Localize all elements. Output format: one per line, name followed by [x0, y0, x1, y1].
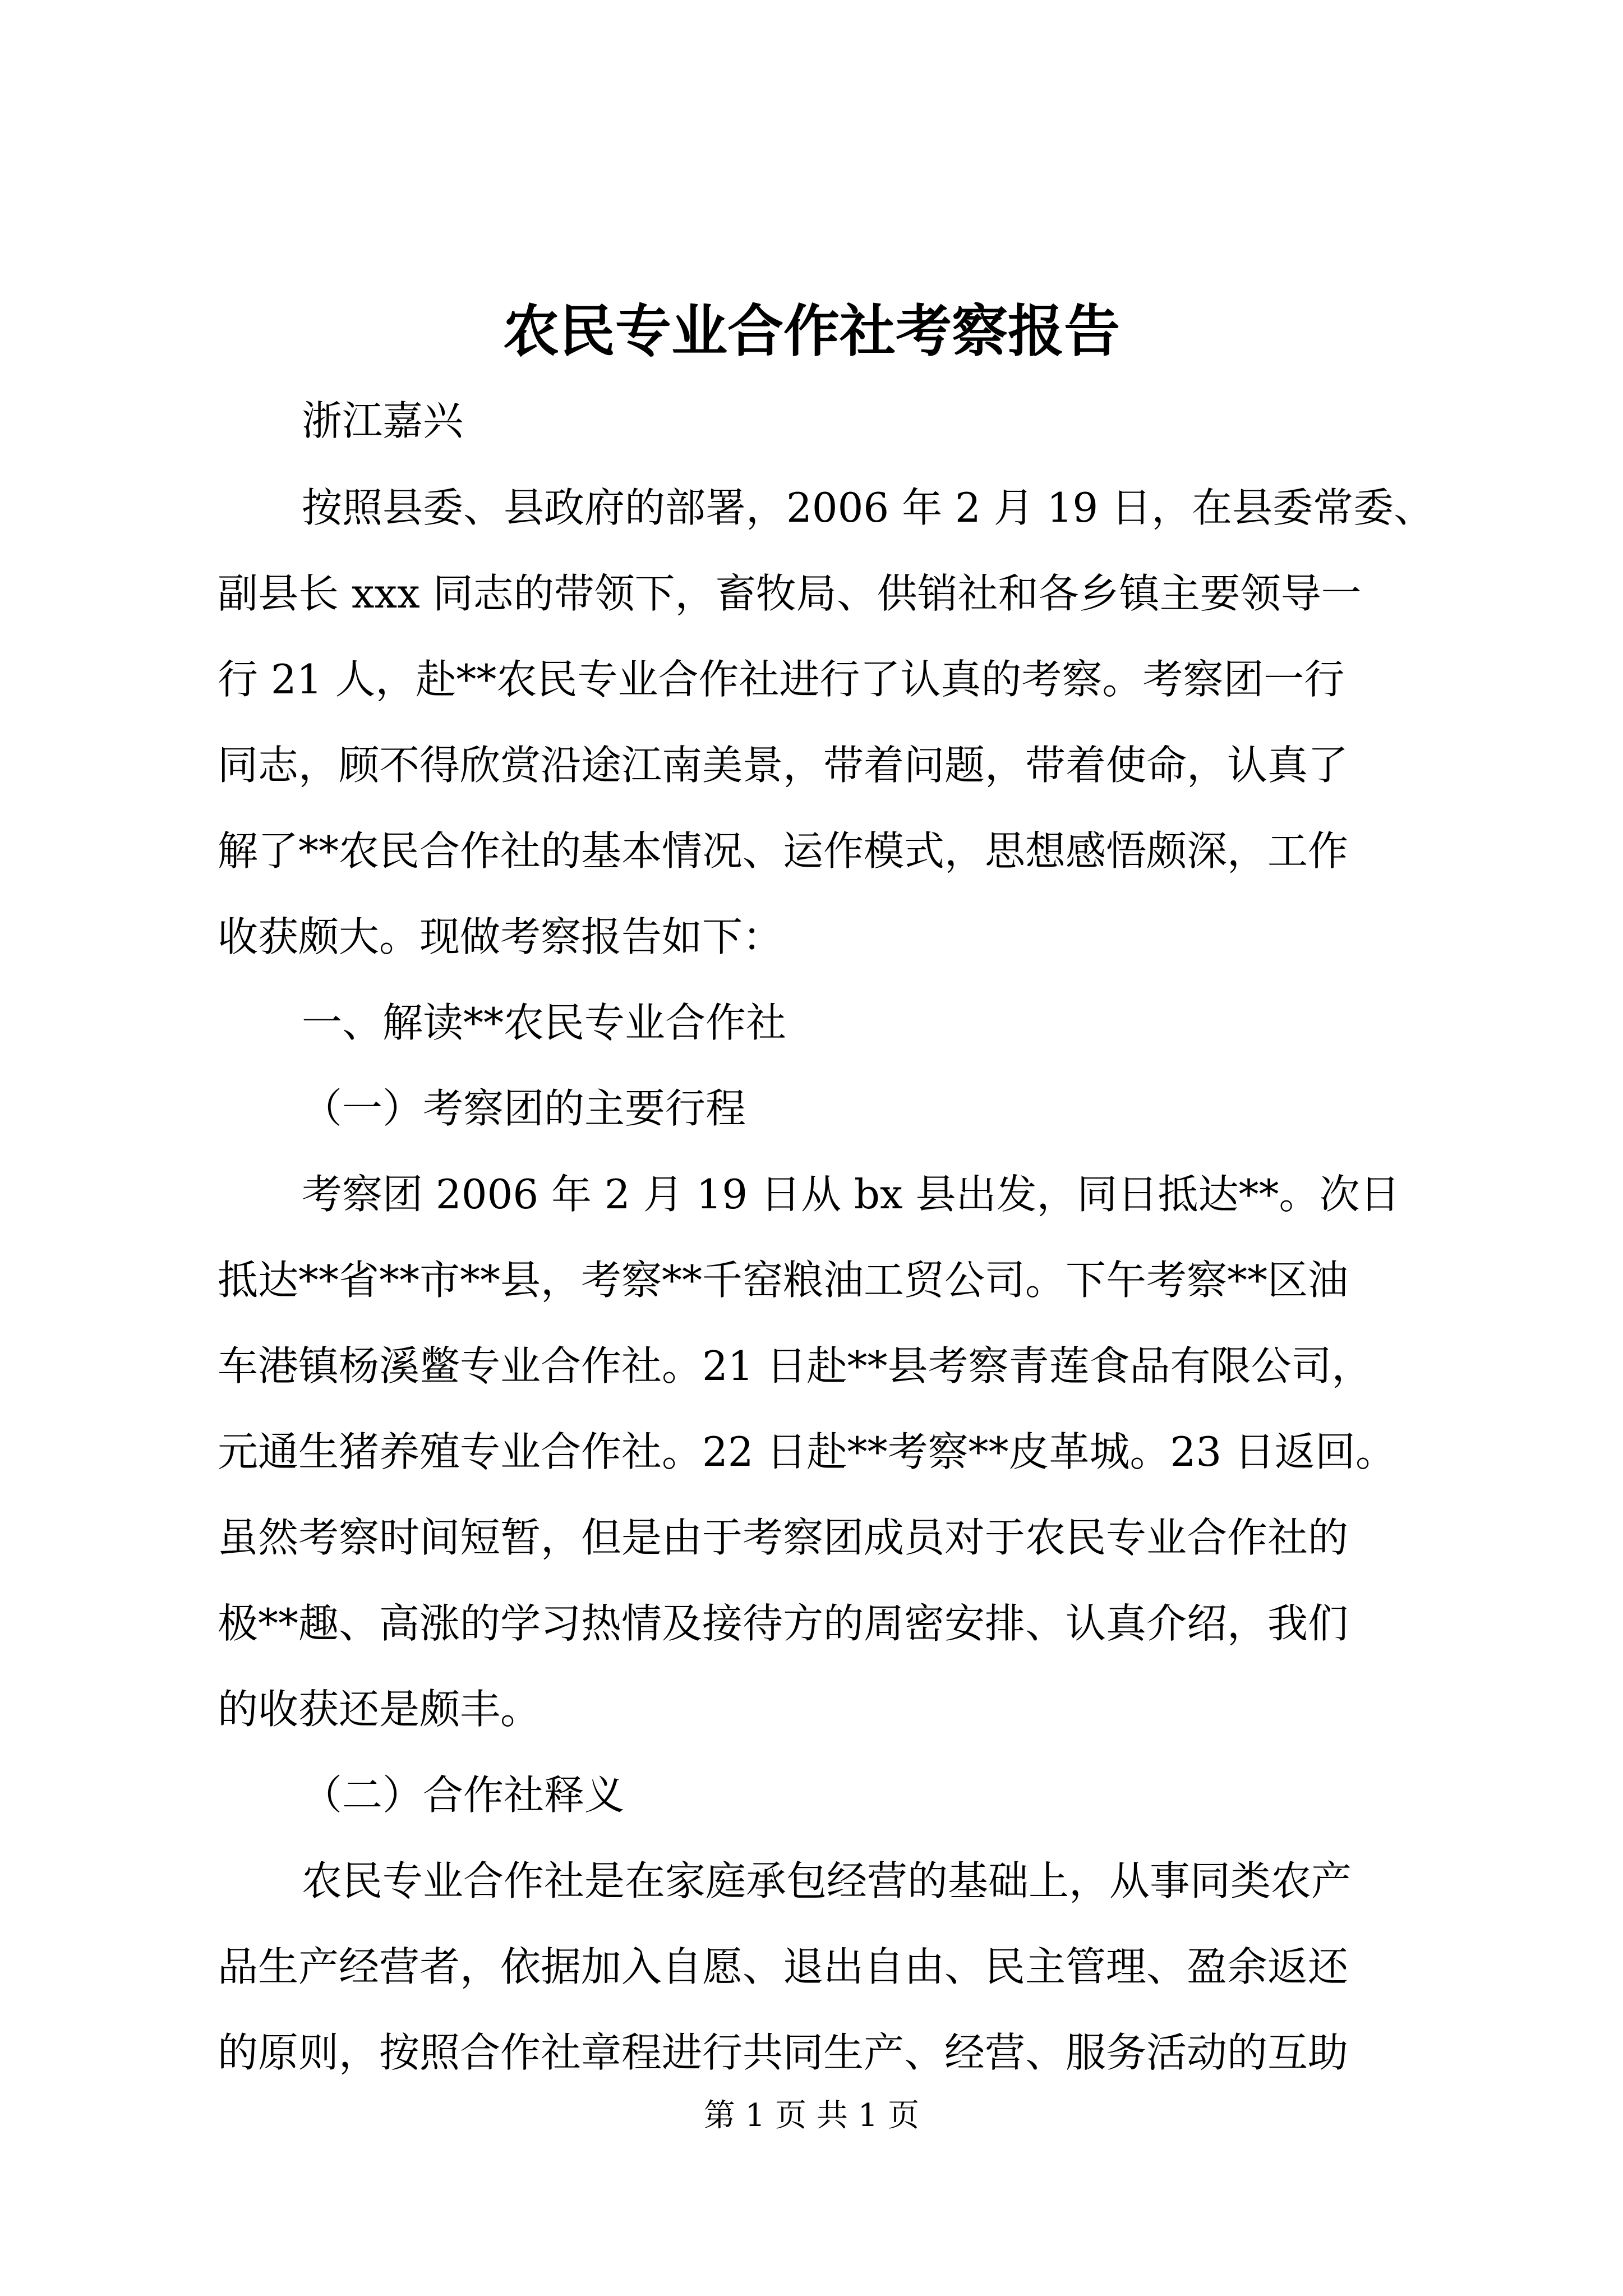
paragraph-line: 车港镇杨溪鳖专业合作社。21 日赴**县考察青莲食品有限公司， [218, 1342, 1372, 1389]
paragraph-line: 按照县委、县政府的部署，2006 年 2 月 19 日，在县委常委、 [302, 484, 1435, 531]
paragraph-line: 副县长 xxx 同志的带领下，畜牧局、供销社和各乡镇主要领导一 [218, 570, 1362, 617]
paragraph-line: 收获颇大。现做考察报告如下： [218, 913, 783, 960]
paragraph-line: 抵达**省**市**县，考察**千窑粮油工贸公司。下午考察**区油 [218, 1257, 1349, 1304]
paragraph-line: 解了**农民合作社的基本情况、运作模式，思想感悟颇深，工作 [218, 827, 1349, 875]
paragraph-line: 考察团 2006 年 2 月 19 日从 bx 县出发，同日抵达**。次日 [302, 1171, 1400, 1218]
paragraph-line: 的收获还是颇丰。 [218, 1686, 541, 1733]
paragraph-line: 同志，顾不得欣赏沿途江南美景，带着问题，带着使命，认真了 [218, 742, 1349, 789]
section-heading: 一、解读**农民专业合作社 [302, 999, 787, 1046]
paragraph-line: 元通生猪养殖专业合作社。22 日赴**考察**皮革城。23 日返回。 [218, 1428, 1396, 1475]
page-footer: 第 1 页 共 1 页 [703, 2097, 920, 2134]
location-line: 浙江嘉兴 [302, 397, 464, 444]
paragraph-line: 极**趣、高涨的学习热情及接待方的周密安排、认真介绍，我们 [218, 1600, 1349, 1647]
subsection-heading: （二）合作社释义 [302, 1772, 625, 1819]
document-title: 农民专业合作社考察报告 [503, 298, 1120, 364]
subsection-heading: （一）考察团的主要行程 [302, 1085, 746, 1132]
paragraph-line: 农民专业合作社是在家庭承包经营的基础上，从事同类农产 [302, 1857, 1352, 1904]
paragraph-line: 虽然考察时间短暂，但是由于考察团成员对于农民专业合作社的 [218, 1514, 1349, 1561]
paragraph-line: 行 21 人，赴**农民专业合作社进行了认真的考察。考察团一行 [218, 656, 1345, 703]
paragraph-line: 品生产经营者，依据加入自愿、退出自由、民主管理、盈余返还 [218, 1943, 1349, 1990]
paragraph-line: 的原则，按照合作社章程进行共同生产、经营、服务活动的互助 [218, 2029, 1349, 2076]
